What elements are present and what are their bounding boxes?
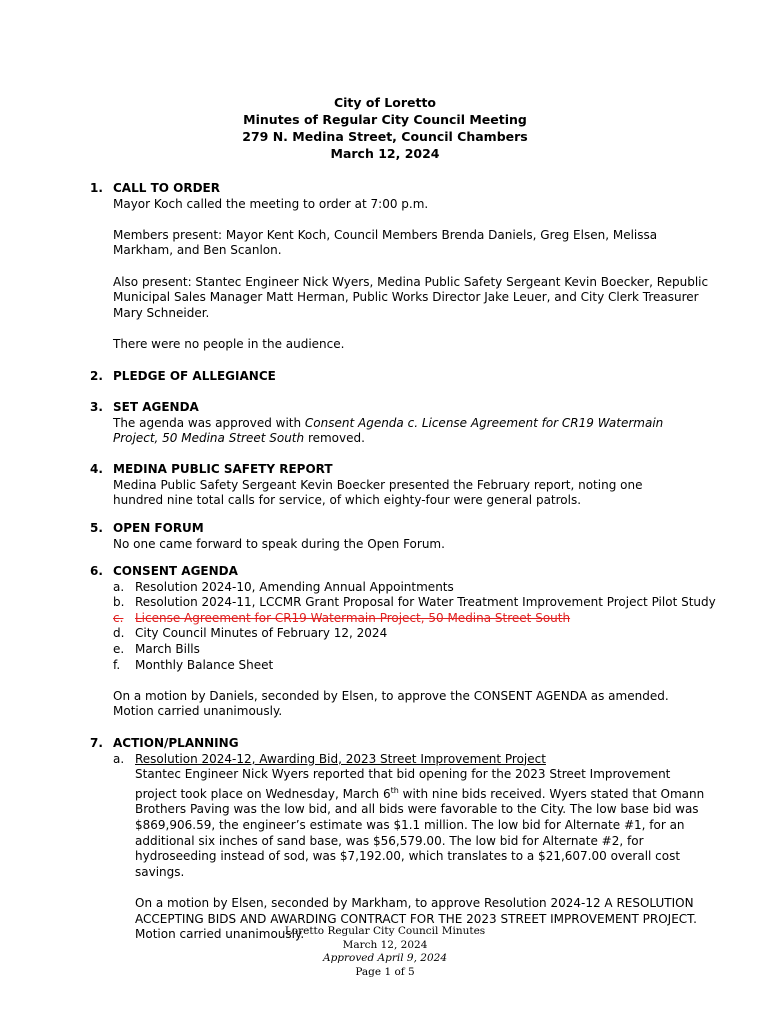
section-heading — [90, 564, 710, 580]
footer-title: Loretto Regular City Council Minutes — [284, 925, 486, 937]
list-item: f. Monthly Balance Sheet — [113, 657, 274, 672]
section-title: PLEDGE OF ALLEGIANCE — [113, 369, 276, 383]
section-set-agenda — [90, 400, 710, 447]
paragraph: The agenda was approved with Consent Agenda c. License Agreement for CR19 Watermain Project, 50 Medina Street South removed. — [113, 415, 664, 446]
paragraph: No one came forward to speak during the Open Forum. — [113, 536, 445, 551]
document-header — [0, 94, 770, 162]
section-title: CONSENT AGENDA — [113, 564, 238, 578]
resolution-title: Resolution 2024-12, Awarding Bid, 2023 Street Improvement Project — [135, 751, 546, 766]
section-number: 2. — [90, 369, 103, 383]
page-footer — [0, 925, 770, 979]
section-heading — [90, 400, 710, 416]
list-item: a. Resolution 2024-12, Awarding Bid, 2023 Street Improvement Project — [113, 751, 546, 766]
city-name: City of Loretto — [333, 95, 437, 110]
meeting-location: 279 N. Medina Street, Council Chambers — [242, 129, 528, 144]
list-item: d. City Council Minutes of February 12, 2024 — [113, 626, 388, 641]
section-number: 3. — [90, 400, 103, 414]
section-number: 5. — [90, 521, 103, 535]
paragraph: Members present: Mayor Kent Koch, Council Members Brenda Daniels, Greg Elsen, Melissa Markham, and Ben Scanlon. — [113, 227, 658, 258]
section-number: 4. — [90, 462, 103, 476]
section-number: 1. — [90, 181, 103, 195]
footer-date: March 12, 2024 — [342, 938, 428, 951]
meeting-date: March 12, 2024 — [330, 146, 440, 161]
section-heading — [90, 521, 710, 537]
page-number: Page 1 of 5 — [355, 965, 415, 978]
paragraph: Also present: Stantec Engineer Nick Wyers, Medina Public Safety Sergeant Kevin Boecker, Republic Municipal Sales Manager Matt Herman, Public Works Director Jake Leuer, and City Clerk Treasurer Mary Schneider. — [113, 274, 709, 320]
paragraph: Medina Public Safety Sergeant Kevin Boecker presented the February report, noting one hundred nine total calls for service, of which eighty-four were general patrols. — [113, 477, 643, 508]
section-heading — [90, 181, 710, 197]
section-action-planning — [90, 736, 710, 943]
italic-agenda-item: Consent Agenda c. License Agreement for CR19 Watermain Project, 50 Medina Street South — [113, 415, 664, 446]
paragraph: On a motion by Daniels, seconded by Elsen, to approve the CONSENT AGENDA as amended. Motion carried unanimously. — [113, 688, 669, 719]
section-number: 7. — [90, 736, 103, 750]
list-item: b. Resolution 2024-11, LCCMR Grant Proposal for Water Treatment Improvement Project Pilot Study — [113, 595, 716, 610]
section-title: ACTION/PLANNING — [113, 736, 239, 750]
list-item: e. March Bills — [113, 641, 200, 656]
meeting-title: Minutes of Regular City Council Meeting — [243, 112, 527, 127]
section-title: CALL TO ORDER — [113, 181, 220, 195]
section-call-to-order — [90, 181, 710, 353]
section-title: MEDINA PUBLIC SAFETY REPORT — [113, 462, 333, 476]
paragraph: Stantec Engineer Nick Wyers reported that bid opening for the 2023 Street Improvement project took place on Wednesday, March 6th with nine bids received. Wyers stated that Omann Brothers Paving was the low bid, and all bids were favorable to the City. The low base bid was $869,906.59, the engineer’s estimate was $1.1 million. The low bid for Alternate #1, for an additional six inches of sand base, was $56,579.00. The low bid for Alternate #2, for hydroseeding instead of sod, was $7,192.00, which translates to a $21,607.00 overall cost savings. — [135, 767, 705, 879]
section-heading — [90, 369, 710, 385]
section-title: SET AGENDA — [113, 400, 199, 414]
section-heading — [90, 736, 710, 752]
section-heading — [90, 462, 710, 478]
paragraph: Mayor Koch called the meeting to order at 7:00 p.m. — [113, 196, 429, 211]
section-pledge — [90, 369, 710, 385]
section-public-safety — [90, 462, 710, 509]
footer-approved: Approved April 9, 2024 — [322, 952, 448, 965]
list-item-removed: c. License Agreement for CR19 Watermain Project, 50 Medina Street South — [113, 610, 571, 625]
section-title: OPEN FORUM — [113, 521, 204, 535]
paragraph: There were no people in the audience. — [113, 336, 345, 351]
section-number: 6. — [90, 564, 103, 578]
section-open-forum — [90, 521, 710, 552]
paragraph: On a motion by Elsen, seconded by Markham, to approve Resolution 2024-12 A RESOLUTION ACCEPTING BIDS AND AWARDING CONTRACT FOR THE 2023 STREET IMPROVEMENT PROJECT. Motion carried unanimously. — [135, 895, 697, 942]
section-consent-agenda — [90, 564, 716, 720]
list-item: a. Resolution 2024-10, Amending Annual Appointments — [113, 579, 454, 594]
